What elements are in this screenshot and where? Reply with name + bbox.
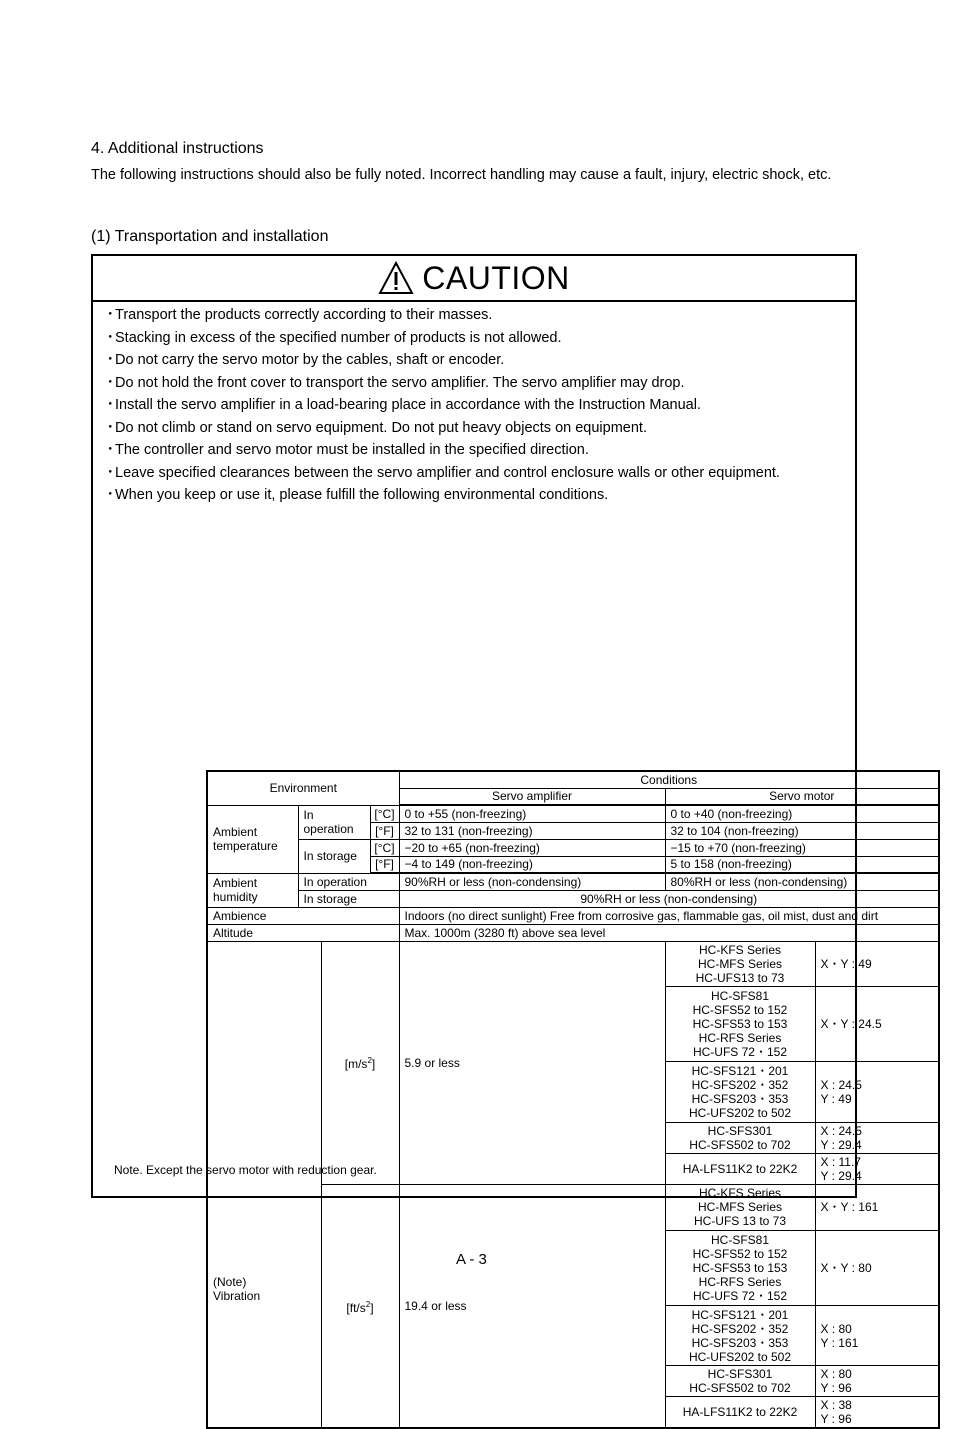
environment-header: Environment	[207, 771, 399, 805]
humidity-op-motor: 80%RH or less (non-condensing)	[665, 873, 939, 890]
bullet-text: Leave specified clearances between the servo amplifier and control enclosure walls or other equipment.	[115, 464, 780, 481]
motor-model: HC-MFS Series	[697, 1200, 782, 1215]
caution-bullet	[103, 484, 853, 507]
temp-in-storage-label: In storage	[298, 839, 370, 873]
unit-fahrenheit: [°F]	[370, 822, 399, 839]
motor-model: HC-UFS 13 to 73	[693, 1214, 787, 1229]
vibration-value: X : 24.5	[820, 1123, 862, 1138]
humidity-storage-value: 90%RH or less (non-condensing)	[399, 890, 939, 907]
motor-model: HC-KFS Series	[698, 942, 781, 957]
warning-triangle-icon	[378, 261, 414, 295]
unit-superscript: 2	[367, 1056, 372, 1066]
motor-models	[665, 1062, 815, 1122]
vibration-amp-value: 19.4 or less	[399, 1185, 665, 1429]
vibration-value: X : 24.5	[820, 1077, 862, 1092]
vibration-row	[207, 941, 939, 987]
vibration-value: X・Y : 80	[820, 1260, 872, 1275]
motor-models	[665, 1122, 815, 1153]
vibration-value: Y : 29.4	[820, 1137, 862, 1152]
motor-model: HC-SFS301	[707, 1367, 773, 1382]
intro-paragraph: The following instructions should also be fully noted. Incorrect handling may cause a fault, injury, electric shock, etc.	[91, 167, 832, 183]
motor-models	[665, 941, 815, 987]
caution-bullet	[103, 394, 853, 417]
temp-op-f-motor: 32 to 104 (non-freezing)	[665, 822, 939, 839]
bullet-text: Do not carry the servo motor by the cables, shaft or encoder.	[115, 352, 505, 368]
bullet-marker: ・	[103, 374, 118, 391]
motor-model: HC-SFS502 to 702	[689, 1137, 791, 1152]
vibration-value: Y : 161	[820, 1335, 859, 1350]
motor-model: HC-SFS81	[710, 989, 769, 1004]
ambience-value: Indoors (no direct sunlight) Free from corrosive gas, flammable gas, oil mist, dust and dirt	[399, 907, 939, 924]
motor-models	[665, 1366, 815, 1397]
caution-title: CAUTION	[422, 259, 570, 296]
vibration-values	[815, 1185, 939, 1231]
motor-model: HC-SFS53 to 153	[692, 1260, 788, 1275]
bullet-text: Transport the products correctly according to their masses.	[115, 307, 493, 323]
vibration-value: X・Y : 161	[820, 1200, 879, 1215]
vibration-values	[815, 1153, 939, 1184]
motor-model: HC-SFS52 to 152	[692, 1003, 788, 1018]
motor-model: HC-SFS121・201	[691, 1307, 789, 1322]
motor-model: HA-LFS11K2 to 22K2	[682, 1405, 798, 1420]
bullet-text: When you keep or use it, please fulfill the following environmental conditions.	[115, 487, 609, 503]
vibration-label-text: Vibration	[213, 1289, 261, 1304]
motor-model: HC-UFS13 to 73	[695, 970, 785, 985]
bullet-marker: ・	[103, 329, 118, 346]
motor-model: HC-UFS202 to 502	[688, 1105, 792, 1120]
motor-model: HC-SFS502 to 702	[689, 1381, 791, 1396]
bullet-marker: ・	[103, 397, 118, 413]
humidity-in-storage-label: In storage	[298, 890, 399, 907]
vibration-value: X : 80	[820, 1321, 852, 1336]
table-note: Note. Except the servo motor with reduction gear.	[114, 1163, 377, 1177]
vibration-value: Y : 96	[820, 1412, 852, 1427]
altitude-value: Max. 1000m (3280 ft) above sea level	[399, 924, 939, 941]
bullet-marker: ・	[103, 464, 118, 481]
subsection-title: (1) Transportation and installation	[91, 228, 329, 245]
vibration-values	[815, 1230, 939, 1305]
vibration-values	[815, 1122, 939, 1153]
unit-celsius: [°C]	[370, 839, 399, 856]
vibration-unit	[321, 941, 399, 1185]
humidity-in-operation-label: In operation	[298, 873, 399, 890]
motor-model: HC-UFS 72・152	[692, 1288, 788, 1303]
vibration-values	[815, 1305, 939, 1365]
motor-model: HC-UFS202 to 502	[688, 1349, 792, 1364]
caution-header	[93, 256, 855, 302]
temp-op-f-amp: 32 to 131 (non-freezing)	[399, 822, 665, 839]
caution-bullet	[103, 304, 853, 327]
caution-bullet	[103, 349, 853, 372]
temp-st-c-amp: −20 to +65 (non-freezing)	[399, 839, 665, 856]
motor-model: HC-SFS301	[707, 1123, 773, 1138]
unit-text: [m/s	[344, 1057, 368, 1072]
ambient-temperature-label: Ambient temperature	[207, 805, 298, 873]
bullet-marker: ・	[103, 352, 118, 368]
motor-models	[665, 1305, 815, 1365]
temp-st-c-motor: −15 to +70 (non-freezing)	[665, 839, 939, 856]
vibration-value: Y : 49	[820, 1091, 852, 1106]
vibration-value: X : 11.7	[820, 1154, 861, 1169]
vibration-value: X : 80	[820, 1367, 852, 1382]
vibration-label	[207, 941, 321, 1428]
motor-model: HC-UFS 72・152	[692, 1045, 788, 1060]
bullet-marker: ・	[103, 487, 118, 503]
servo-motor-header: Servo motor	[665, 788, 939, 805]
motor-model: HC-SFS53 to 153	[692, 1017, 788, 1032]
motor-model: HC-SFS81	[710, 1232, 769, 1247]
motor-models	[665, 1230, 815, 1305]
bullet-marker: ・	[103, 442, 118, 458]
motor-model: HC-SFS52 to 152	[692, 1246, 788, 1261]
caution-bullet	[103, 439, 853, 462]
vibration-note-label: (Note)	[213, 1275, 247, 1290]
motor-model: HC-SFS203・353	[691, 1335, 789, 1350]
vibration-value: X・Y : 24.5	[820, 1017, 882, 1032]
motor-model: HC-SFS203・353	[691, 1091, 789, 1106]
temp-st-f-motor: 5 to 158 (non-freezing)	[665, 856, 939, 873]
section-title: 4. Additional instructions	[91, 140, 264, 157]
motor-model: HC-SFS202・352	[691, 1321, 789, 1336]
bullet-marker: ・	[103, 419, 118, 436]
unit-fahrenheit: [°F]	[370, 856, 399, 873]
unit-text: [ft/s	[346, 1300, 366, 1315]
bullet-text: Install the servo amplifier in a load-bearing place in accordance with the Instruction Manual.	[115, 397, 701, 413]
motor-model: HA-LFS11K2 to 22K2	[682, 1161, 798, 1176]
unit-close: ]	[371, 1057, 376, 1072]
unit-superscript: 2	[365, 1299, 371, 1309]
bullet-text: Do not hold the front cover to transport the servo amplifier. The servo amplifier may drop.	[115, 374, 685, 391]
motor-model: HC-KFS Series	[698, 1186, 781, 1201]
motor-model: HC-SFS202・352	[691, 1077, 789, 1092]
caution-bullet	[103, 327, 853, 350]
vibration-values	[815, 987, 939, 1062]
vibration-value: X : 38	[820, 1398, 852, 1413]
altitude-label: Altitude	[207, 924, 399, 941]
caution-bullet	[103, 462, 853, 485]
vibration-value: Y : 29.4	[820, 1168, 862, 1183]
motor-model: HC-RFS Series	[698, 1274, 782, 1289]
environment-table	[206, 770, 940, 1429]
temp-st-f-amp: −4 to 149 (non-freezing)	[399, 856, 665, 873]
motor-models	[665, 987, 815, 1062]
motor-model: HC-RFS Series	[698, 1031, 782, 1046]
vibration-value: Y : 96	[820, 1381, 852, 1396]
bullet-text: Do not climb or stand on servo equipment. Do not put heavy objects on equipment.	[115, 419, 647, 436]
motor-model: HC-MFS Series	[697, 956, 782, 971]
temp-in-operation-label: In operation	[298, 805, 370, 839]
caution-bullets	[103, 304, 853, 507]
motor-models	[665, 1153, 815, 1184]
temp-op-c-amp: 0 to +55 (non-freezing)	[399, 805, 665, 822]
vibration-values	[815, 941, 939, 987]
vibration-amp-value: 5.9 or less	[399, 941, 665, 1185]
unit-celsius: [°C]	[370, 805, 399, 822]
vibration-rows	[207, 941, 939, 1428]
ambient-humidity-label: Ambient humidity	[207, 873, 298, 907]
unit-close: ]	[370, 1300, 374, 1315]
caution-bullet	[103, 372, 853, 395]
vibration-values	[815, 1366, 939, 1397]
servo-amplifier-header: Servo amplifier	[399, 788, 665, 805]
ambience-label: Ambience	[207, 907, 399, 924]
caution-bullet	[103, 417, 853, 440]
motor-model: HC-SFS121・201	[691, 1063, 789, 1078]
temp-op-c-motor: 0 to +40 (non-freezing)	[665, 805, 939, 822]
motor-models	[665, 1397, 815, 1428]
bullet-text: Stacking in excess of the specified number of products is not allowed.	[115, 329, 562, 346]
humidity-op-amp: 90%RH or less (non-condensing)	[399, 873, 665, 890]
page-number: A - 3	[456, 1251, 487, 1268]
bullet-text: The controller and servo motor must be installed in the specified direction.	[115, 442, 589, 458]
conditions-header: Conditions	[399, 771, 939, 788]
vibration-values	[815, 1062, 939, 1122]
vibration-value: X・Y : 49	[820, 956, 872, 971]
vibration-values	[815, 1397, 939, 1428]
vibration-unit	[321, 1185, 399, 1429]
bullet-marker: ・	[103, 307, 118, 323]
motor-models	[665, 1185, 815, 1231]
